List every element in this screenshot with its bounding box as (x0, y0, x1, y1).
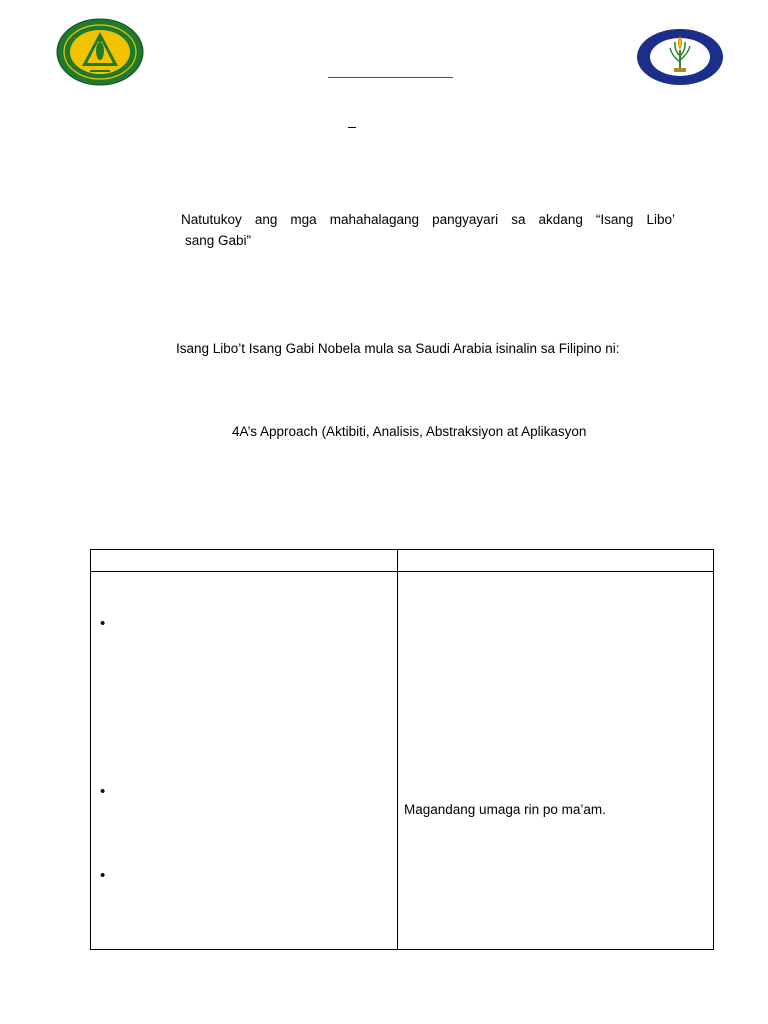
subject-matter: Isang Libo’t Isang Gabi Nobela mula sa Saudi Arabia isinalin sa Filipino ni: (176, 341, 620, 356)
teacher-activity-bullet-1: • (100, 615, 106, 632)
teaching-approach: 4A’s Approach (Aktibiti, Analisis, Abstraksiyon at Aplikasyon (232, 424, 587, 439)
header-link-underline (328, 77, 453, 78)
table-header-divider (91, 571, 713, 572)
objective-line-1: Natutukoy ang mga mahahalagang pangyayari sa akdang “Isang Libo’ (181, 212, 675, 227)
table-column-divider (397, 550, 398, 949)
objective-line-2: sang Gabi” (185, 233, 252, 248)
university-seal-logo (56, 18, 144, 86)
lesson-procedure-table (90, 549, 714, 950)
header-dash (348, 127, 356, 128)
teacher-activity-bullet-3: • (100, 867, 106, 884)
lesson-objective (181, 209, 675, 251)
college-of-education-seal-logo (636, 28, 724, 86)
student-response-text: Magandang umaga rin po ma’am. (404, 802, 606, 817)
teacher-activity-bullet-2: • (100, 783, 106, 800)
